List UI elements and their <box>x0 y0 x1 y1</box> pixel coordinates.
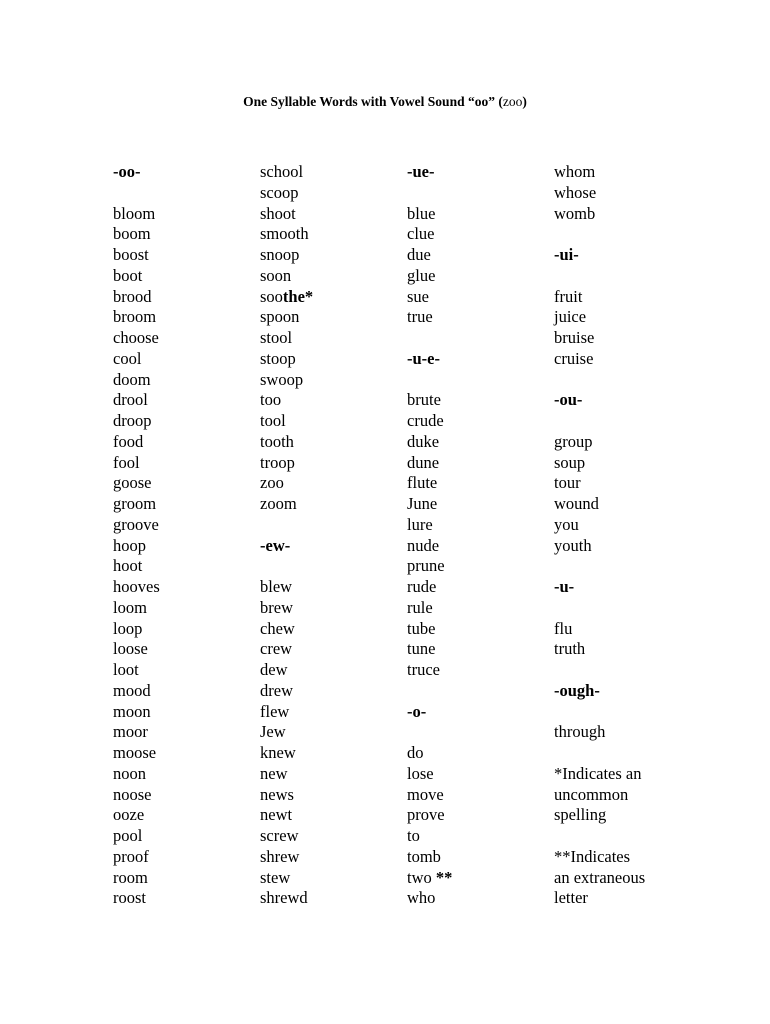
section-header: -oo- <box>113 162 141 181</box>
word-item: drew <box>260 680 293 700</box>
word-column-4 <box>554 162 704 909</box>
word-item: youth <box>554 535 592 555</box>
word-item: soup <box>554 452 586 472</box>
word-item: bruise <box>554 328 595 347</box>
word-item: do <box>407 743 424 762</box>
word-item: boom <box>113 224 151 244</box>
word-item: tour <box>554 473 581 493</box>
word-item: scoop <box>260 182 299 202</box>
blank-line <box>554 598 704 619</box>
word-item: moose <box>113 743 157 762</box>
word-item: tool <box>260 411 286 430</box>
word-item: mood <box>113 680 151 700</box>
section-header: -ew- <box>260 535 291 555</box>
section-header: -ough- <box>554 680 600 700</box>
word-item: due <box>407 245 431 264</box>
blank-line <box>554 224 704 245</box>
blank-line <box>407 328 557 349</box>
word-item: duke <box>407 431 440 451</box>
word-item: stool <box>260 328 293 347</box>
word-item: spoon <box>260 307 300 327</box>
word-item: tune <box>407 639 436 659</box>
word-item: crude <box>407 411 444 430</box>
word-item: roost <box>113 888 146 908</box>
word-item: loose <box>113 639 148 659</box>
word-item: tooth <box>260 431 294 451</box>
word-item: flew <box>260 701 290 721</box>
word-item: new <box>260 763 288 783</box>
word-item: fruit <box>554 286 583 306</box>
blank-line <box>113 183 263 204</box>
word-item: moon <box>113 701 151 721</box>
blank-line <box>554 702 704 723</box>
word-item: hoop <box>113 535 146 555</box>
page-title <box>0 93 770 111</box>
section-header: -o- <box>407 701 427 721</box>
section-header: -ue- <box>407 162 435 181</box>
word-column-3 <box>407 162 557 909</box>
word-item: lose <box>407 763 434 783</box>
blank-line <box>407 681 557 702</box>
word-item <box>260 287 410 308</box>
word-item: blew <box>260 577 293 596</box>
word-item: lure <box>407 514 433 534</box>
word-item: choose <box>113 328 159 347</box>
word-item: tomb <box>407 846 441 866</box>
word-item: noose <box>113 784 152 804</box>
word-item: tube <box>407 618 436 638</box>
blank-line <box>407 722 557 743</box>
word-item: shrew <box>260 846 300 866</box>
spelling-marker: ** <box>431 867 453 887</box>
section-header: -u-e- <box>407 348 440 368</box>
title-example: zoo <box>502 94 523 109</box>
word-item: too <box>260 390 282 410</box>
blank-line <box>554 266 704 287</box>
word-item: broom <box>113 307 157 327</box>
word-item: prune <box>407 556 445 576</box>
word-item: wound <box>554 494 599 513</box>
word-item: ooze <box>113 805 145 825</box>
word-item: proof <box>113 846 149 866</box>
blank-line <box>407 370 557 391</box>
word-item: brew <box>260 597 293 617</box>
blank-line <box>554 370 704 391</box>
footnote-line: letter <box>554 888 588 908</box>
word-item: knew <box>260 743 296 762</box>
word-item: goose <box>113 473 152 493</box>
word-item: brute <box>407 390 441 410</box>
blank-line <box>407 183 557 204</box>
word-item: cool <box>113 348 142 368</box>
word-item: soon <box>260 265 292 285</box>
word-item: whom <box>554 162 596 181</box>
word-item: loom <box>113 597 147 617</box>
word-item: boot <box>113 265 143 285</box>
word-item: loop <box>113 618 143 638</box>
blank-line <box>260 556 410 577</box>
word-item <box>407 868 557 889</box>
word-item: school <box>260 162 304 181</box>
word-item: true <box>407 307 433 327</box>
footnote-line: *Indicates an <box>554 763 642 783</box>
title-close: ) <box>522 94 527 109</box>
word-item: stoop <box>260 348 296 368</box>
word-item: who <box>407 888 436 908</box>
word-item: groom <box>113 494 157 513</box>
word-item: boost <box>113 245 149 264</box>
word-item: smooth <box>260 224 309 244</box>
word-item: truce <box>407 660 440 679</box>
word-item: glue <box>407 265 436 285</box>
word-item: through <box>554 722 606 742</box>
blank-line <box>554 556 704 577</box>
blank-line <box>554 743 704 764</box>
word-item: cruise <box>554 348 594 368</box>
blank-line <box>554 826 704 847</box>
spelling-marker: the* <box>282 286 314 306</box>
word-item: flute <box>407 473 438 493</box>
footnote-line: **Indicates <box>554 846 631 866</box>
word-item: pool <box>113 826 143 845</box>
word-item: rule <box>407 597 433 617</box>
word-item: stew <box>260 867 291 887</box>
word-item: prove <box>407 805 445 825</box>
blank-line <box>554 411 704 432</box>
word-item: rude <box>407 577 437 596</box>
word-text: two <box>407 867 432 887</box>
word-item: juice <box>554 307 587 327</box>
word-item: hooves <box>113 577 160 596</box>
word-item: screw <box>260 826 299 845</box>
word-item: womb <box>554 203 596 223</box>
word-item: room <box>113 867 148 887</box>
word-item: to <box>407 826 420 845</box>
section-header: -u- <box>554 577 575 596</box>
section-header: -ou- <box>554 390 583 410</box>
word-item: snoop <box>260 245 300 264</box>
word-item: groove <box>113 514 159 534</box>
blank-line <box>260 515 410 536</box>
section-header: -ui- <box>554 245 579 264</box>
title-main: One Syllable Words with Vowel Sound “oo” ( <box>243 94 503 109</box>
word-item: bloom <box>113 203 156 223</box>
word-item: June <box>407 494 438 513</box>
word-item: move <box>407 784 444 804</box>
word-item: fool <box>113 452 140 472</box>
word-item: zoo <box>260 473 284 493</box>
word-item: drool <box>113 390 148 410</box>
word-item: whose <box>554 182 597 202</box>
word-item: crew <box>260 639 293 659</box>
word-item: noon <box>113 763 146 783</box>
word-item: zoom <box>260 494 297 513</box>
word-column-1 <box>113 162 263 909</box>
word-item: troop <box>260 452 295 472</box>
word-item: brood <box>113 286 152 306</box>
blank-line <box>554 660 704 681</box>
word-item: dew <box>260 660 288 679</box>
word-item: group <box>554 431 593 451</box>
word-item: flu <box>554 618 573 638</box>
word-item: dune <box>407 452 440 472</box>
word-item: Jew <box>260 722 286 742</box>
word-item: chew <box>260 618 295 638</box>
word-item: droop <box>113 411 152 430</box>
word-item: swoop <box>260 369 304 389</box>
word-item: shoot <box>260 203 296 223</box>
word-item: hoot <box>113 556 143 576</box>
word-item: clue <box>407 224 435 244</box>
footnote-line: uncommon <box>554 784 629 804</box>
footnote-line: spelling <box>554 805 607 825</box>
word-item: food <box>113 431 144 451</box>
word-item: newt <box>260 805 293 825</box>
word-item: moor <box>113 722 148 742</box>
word-text: soo <box>260 286 283 306</box>
word-item: you <box>554 514 579 534</box>
word-column-2 <box>260 162 410 909</box>
word-item: loot <box>113 660 139 679</box>
word-item: doom <box>113 369 151 389</box>
footnote-line: an extraneous <box>554 867 646 887</box>
word-item: sue <box>407 286 429 306</box>
word-item: news <box>260 784 294 804</box>
word-item: shrewd <box>260 888 308 908</box>
word-item: truth <box>554 639 586 659</box>
word-item: nude <box>407 535 440 555</box>
word-item: blue <box>407 203 436 223</box>
